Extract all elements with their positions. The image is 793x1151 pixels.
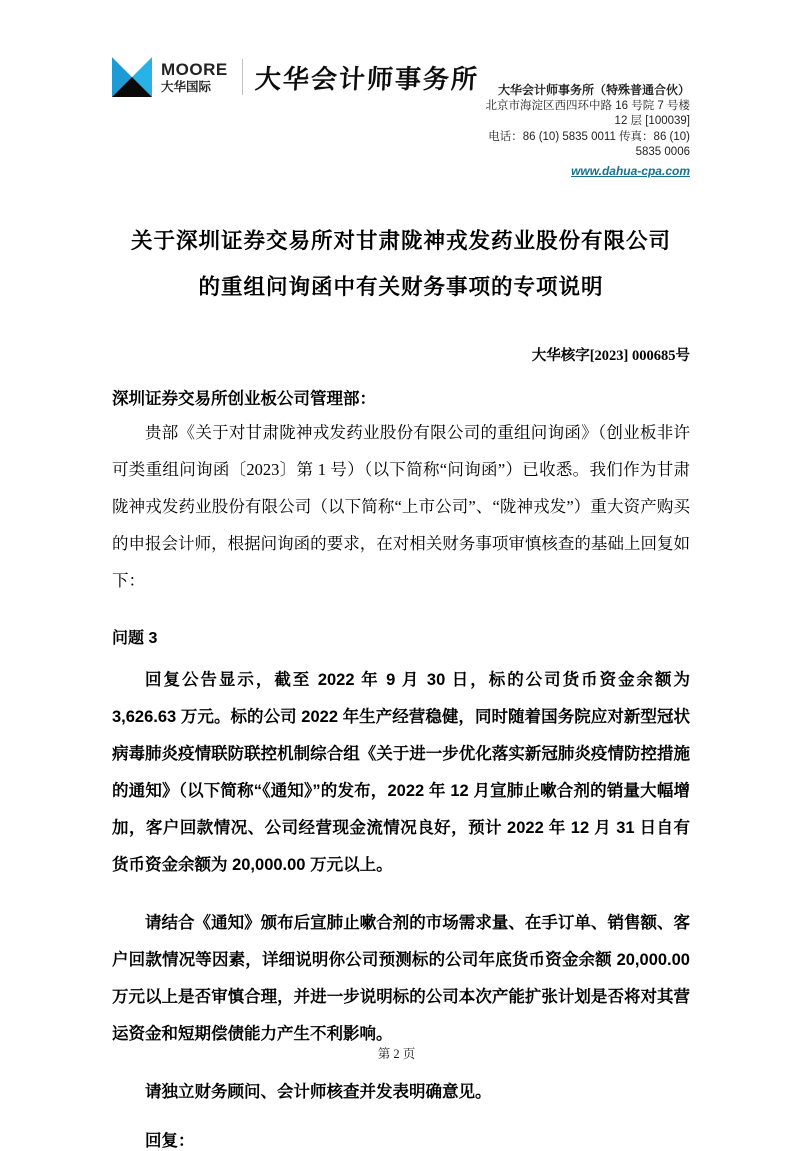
page-number: 第 2 页 — [377, 1047, 416, 1061]
brand-subname: 大华国际 — [161, 79, 212, 94]
intro-paragraph: 贵部《关于对甘肃陇神戎发药业股份有限公司的重组问询函》（创业板非许可类重组问询函〔2023〕第 1 号）（以下简称“问询函”）已收悉。我们作为甘肃陇神戎发药业股份有限公司（以下简称“上市公司”、“陇神戎发”）重大资产购买的申报会计师，根据问询函的要求，在对相关财务事项审慎核查的基础上回复如下： — [112, 423, 690, 590]
firm-calligraphy-name: 大华会计师事务所 — [253, 64, 480, 95]
reference-number: 大华核字[2023] 000685号 — [531, 348, 690, 364]
document-title — [112, 218, 690, 310]
document-body — [0, 218, 793, 1151]
title-line-1: 关于深圳证券交易所对甘肃陇神戎发药业股份有限公司 — [130, 229, 671, 253]
logo-divider — [242, 59, 243, 95]
logo-wordmark — [161, 60, 228, 93]
salutation: 深圳证券交易所创业板公司管理部： — [112, 389, 376, 408]
firm-logo — [112, 57, 479, 97]
contact-address: 北京市海淀区西四环中路 16 号院 7 号楼 12 层 [100039] — [485, 99, 690, 127]
contact-block — [479, 83, 690, 180]
contact-phone-fax: 电话：86 (10) 5835 0011 传真：86 (10) 5835 0006 — [488, 130, 690, 158]
brand-name: MOORE — [161, 60, 228, 80]
question-heading: 问题 3 — [112, 630, 158, 647]
website-link[interactable]: www.dahua-cpa.com — [571, 163, 690, 178]
contact-firm-name: 大华会计师事务所（特殊普通合伙） — [497, 83, 690, 97]
reply-label: 回复： — [145, 1131, 195, 1150]
question-paragraph-1: 回复公告显示，截至 2022 年 9 月 30 日，标的公司货币资金余额为 3,626.63 万元。标的公司 2022 年生产经营稳健，同时随着国务院应对新型冠状病毒肺炎疫情联防联控机制综合组《关于进一步优化落实新冠肺炎疫情防控措施的通知》（以下简称“《通知》”的发布，2022 年 12 月宣肺止嗽合剂的销量大幅增加，客户回款情况、公司经营现金流情况良好，预计 2022 年 12 月 31 日自有货币资金余额为 20,000.00 万元以上。 — [112, 671, 690, 874]
moore-logo-icon — [112, 57, 152, 97]
question-paragraph-2: 请结合《通知》颁布后宣肺止嗽合剂的市场需求量、在手订单、销售额、客户回款情况等因素，详细说明你公司预测标的公司年底货币资金余额 20,000.00 万元以上是否审慎合理，并进一步说明标的公司本次产能扩张计划是否将对其营运资金和短期偿债能力产生不利影响。 — [112, 914, 690, 1043]
letterhead — [0, 0, 793, 180]
question-paragraph-3: 请独立财务顾问、会计师核查并发表明确意见。 — [145, 1083, 492, 1101]
title-line-2: 的重组问询函中有关财务事项的专项说明 — [198, 275, 604, 299]
